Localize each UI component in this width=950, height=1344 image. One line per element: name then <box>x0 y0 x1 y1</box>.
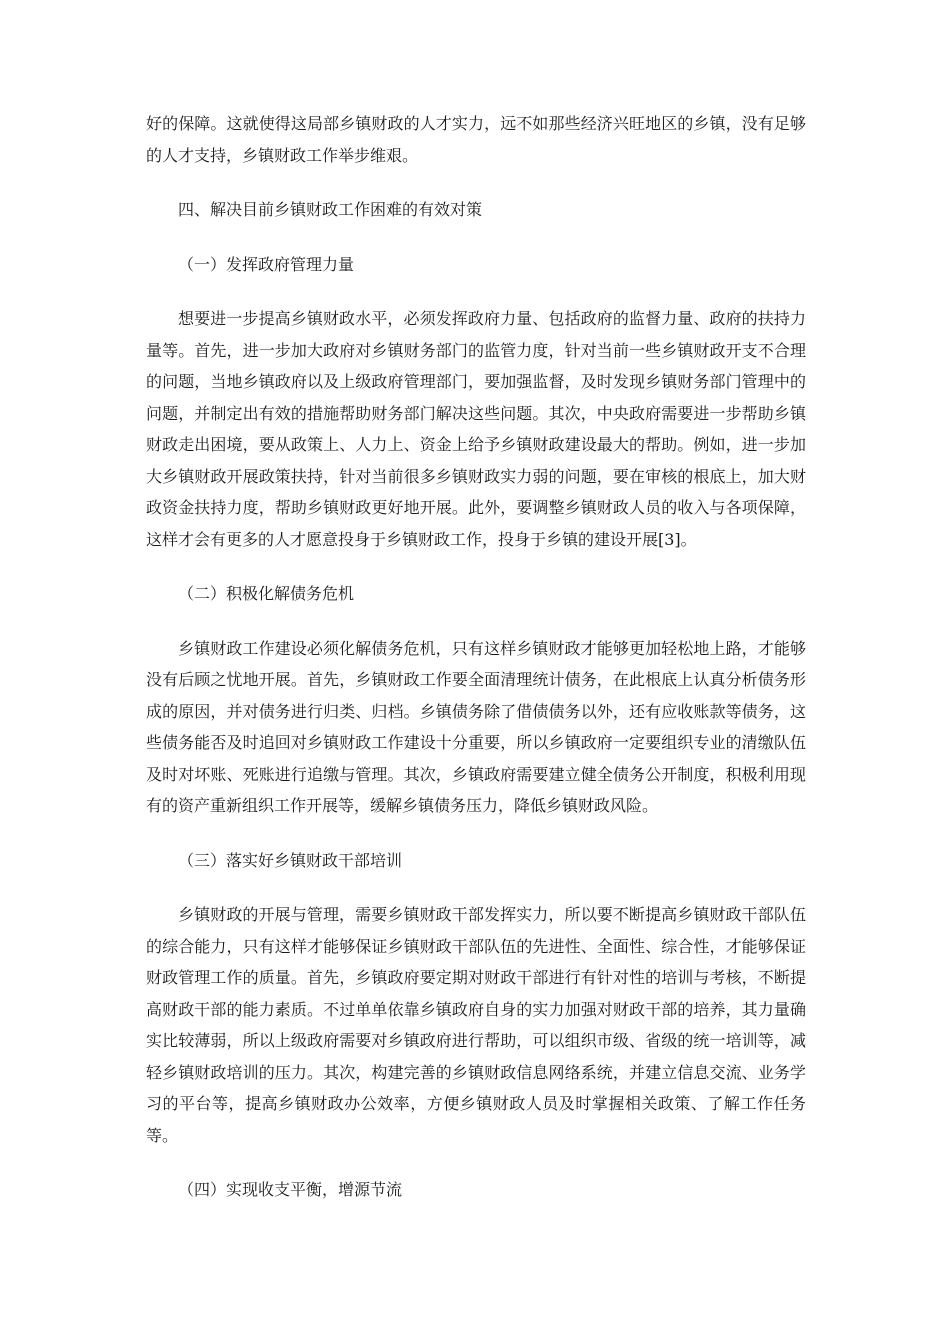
paragraph-government-management: 想要进一步提高乡镇财政水平，必须发挥政府力量、包括政府的监督力量、政府的扶持力量等。首先，进一步加大政府对乡镇财务部门的监管力度，针对当前一些乡镇财政开支不合理的问题，当地乡镇政府以及上级政府管理部门，要加强监督，及时发现乡镇财务部门管理中的问题，并制定出有效的措施帮助财务部门解决这些问题。其次，中央政府需要进一步帮助乡镇财政走出困境，要从政策上、人力上、资金上给予乡镇财政建设最大的帮助。例如，进一步加大乡镇财政开展政策扶持，针对当前很多乡镇财政实力弱的问题，要在审核的根底上，加大财政资金扶持力度，帮助乡镇财政更好地开展。此外，要调整乡镇财政人员的收入与各项保障，这样才会有更多的人才愿意投身于乡镇财政工作，投身于乡镇的建设开展[3]。 <box>146 309 806 549</box>
paragraph-cadre-training: 乡镇财政的开展与管理，需要乡镇财政干部发挥实力，所以要不断提高乡镇财政干部队伍的综合能力，只有这样才能够保证乡镇财政干部队伍的先进性、全面性、综合性，才能够保证财政管理工作的质量。首先，乡镇政府要定期对财政干部进行有针对性的培训与考核，不断提高财政干部的能力素质。不过单单依靠乡镇政府自身的实力加强对财政干部的培养，其力量确实比较薄弱，所以上级政府需要对乡镇政府进行帮助，可以组织市级、省级的统一培训等，减轻乡镇财政培训的压力。其次，构建完善的乡镇财政信息网络系统，并建立信息交流、业务学习的平台等，提高乡镇财政办公效率，方便乡镇财政人员及时掌握相关政策、了解工作任务等。 <box>146 905 806 1145</box>
document-body <box>146 108 806 1206</box>
section-heading-four: 四、解决目前乡镇财政工作困难的有效对策 <box>178 200 483 219</box>
subsection-heading-four: （四）实现收支平衡，增源节流 <box>178 1180 403 1199</box>
paragraph-continued: 好的保障。这就使得这局部乡镇财政的人才实力，远不如那些经济兴旺地区的乡镇，没有足够的人才支持，乡镇财政工作举步维艰。 <box>146 114 806 165</box>
subsection-heading-one: （一）发挥政府管理力量 <box>178 254 355 274</box>
subsection-heading-two: （二）积极化解债务危机 <box>178 584 355 603</box>
paragraph-debt-crisis: 乡镇财政工作建设必须化解债务危机，只有这样乡镇财政才能够更加轻松地上路，才能够没有后顾之忧地开展。首先，乡镇财政工作要全面清理统计债务，在此根底上认真分析债务形成的原因，并对债务进行归类、归档。乡镇债务除了借债债务以外，还有应收账款等债务，这些债务能否及时追回对乡镇财政工作建设十分重要，所以乡镇政府一定要组织专业的清缴队伍及时对坏账、死账进行追缴与管理。其次，乡镇政府需要建立健全债务公开制度，积极利用现有的资产重新组织工作开展等，缓解乡镇债务压力，降低乡镇财政风险。 <box>146 638 806 815</box>
subsection-heading-three: （三）落实好乡镇财政干部培训 <box>178 850 403 870</box>
